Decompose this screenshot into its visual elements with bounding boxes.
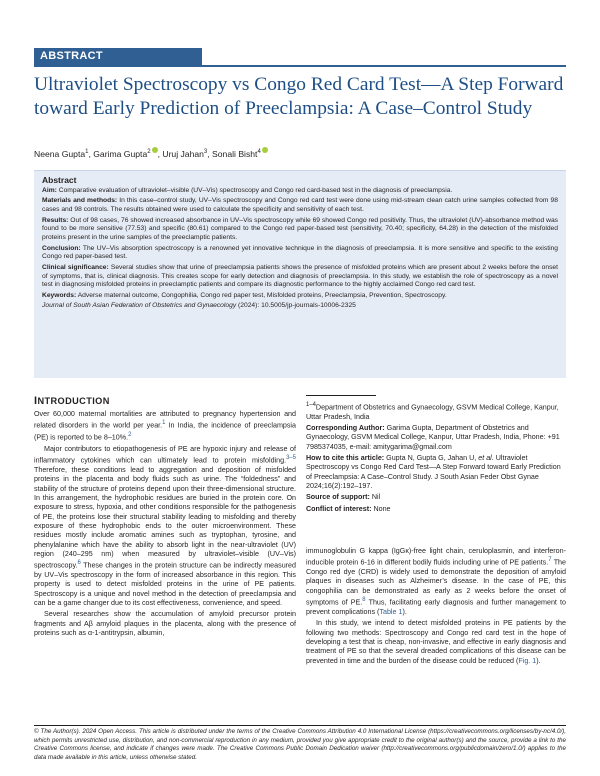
reference-link[interactable]: 2: [128, 432, 132, 439]
conflict-of-interest: Conflict of interest: None: [306, 504, 391, 513]
author-name: Neena Gupta: [34, 148, 86, 159]
author-affil-sup: 1: [85, 149, 89, 155]
corresponding-author: Corresponding Author: Garima Gupta, Department of Obstetrics and Gynaecology, GSVM Medical College, Kanpur, Uttar Pradesh, India, Phone: +91 7985374035, e-mail: amitygarima@gmail.com: [306, 424, 560, 451]
reference-link[interactable]: 8: [362, 597, 366, 604]
abstract-heading: Abstract: [42, 175, 77, 185]
orcid-icon[interactable]: [152, 147, 158, 153]
abstract-box: [34, 170, 566, 378]
article-title: Ultraviolet Spectroscopy vs Congo Red Card Test—A Step Forward toward Early Prediction of Preeclampsia: A Case–Control Study: [34, 74, 564, 119]
abstract-clinical-significance: Clinical significance: Several studies show that urine of preeclampsia patients shows the presence of misfolded proteins which are present about 2 weeks before the onset of symptoms, that is, clinical diagnosis. This creates scope for early detection and diagnosis of preeclampsia. In this study, we establish the role of spectroscopy as a novel test in diagnosing misfolded proteins in preeclamptic patients and compare its diagnostic performance to the highly acclaimed Congo red card test.: [42, 263, 558, 289]
license-footer: © The Author(s). 2024 Open Access. This article is distributed under the terms of the Creative Commons Attribution 4.0 International License (https://creativecommons.org/licenses/by-nc/4.0/), which permits unrestricted use, distribution, and non-commercial reproduction in any medium, provided you give appropriate credit to the original author(s) and the source, provide a link to the Creative Commons license, and indicate if changes were made. The Creative Commons Public Domain Dedication waiver (http://creativecommons.org/publicdomain/zero/1.0/) applies to the data made available in this article, unless otherwise stated.: [34, 728, 566, 761]
author-name: Garima Gupta: [93, 148, 148, 159]
intro-paragraph-2: Major contributors to etiopathogenesis of PE are hypoxic injury and release of inflammatory cytokines which can ultimately lead to protein misfolding.$^{3-5}$ Therefore, these conditions lead to aggregation and deposition of misfolded proteins in the placenta and body fluids such as urine. The “foldedness” and stability of the structure of proteins depend upon their three-dimensional structure. In this arrangement, the hydrophobic residues are buried in the protein core. On exposure to stress, hypoxia, and other conditions responsible for the pathogenesis of PE, the proteins lose their structural stability leading to misfolding and thereby exposure of these hydrophobic ends to the outer microenvironment. These residues mostly include aromatic amines such as tryptophan, tyrosine, and phenylalanine which have the ability to absorb light in the near-ultraviolet (UV) region (240–295 nm) when measured by ultraviolet–visible (UV–Vis) spectroscopy.$^6$ These changes in the protein structure can be indirectly measured by UV–Vis spectroscopy in the form of increased absorbance in this region. This property is used to detect misfolded proteins in the urine of PE patients. Spectroscopy is a unique and novel method in the detection of preeclampsia and can be a game changer due to its cost effectiveness, convenience, and speed.: [34, 444, 296, 608]
figure-1-link[interactable]: Fig. 1: [518, 656, 537, 665]
source-of-support: Source of support: Nil: [306, 493, 381, 502]
author-affil-sup: 4: [257, 149, 261, 155]
reference-link[interactable]: 6: [77, 560, 81, 567]
section-heading-introduction: INTRODUCTION: [34, 395, 110, 407]
affiliations: $^{1-4}$Department of Obstetrics and Gynaecology, GSVM Medical College, Kanpur, Uttar Pradesh, India: [306, 402, 559, 421]
author-name: Sonali Bisht: [212, 148, 258, 159]
author-name: Uruj Jahan: [162, 148, 204, 159]
intro-paragraph-1: Over 60,000 maternal mortalities are attributed to pregnancy hypertension and related disorders in the world per year.$^1$ In India, the incidence of preeclampsia (PE) is reported to be 8–10%.$^2$: [34, 410, 296, 442]
abstract-citation: Journal of South Asian Federation of Obstetrics and Gynaecology (2024): 10.5005/jp-journals-10006-2325: [42, 302, 356, 310]
section-divider: [34, 65, 566, 67]
left-column: [34, 395, 296, 640]
reference-link[interactable]: 7: [548, 557, 552, 564]
abstract-aim: Aim: Comparative evaluation of ultraviolet–visible (UV–Vis) spectroscopy and Congo red card-based test in the diagnosis of preeclampsia.: [42, 187, 453, 194]
abstract-keywords: Keywords: Adverse maternal outcome, Congophilia, Congo red paper test, Misfolded proteins, Preeclampsia, Prevention, Spectroscopy.: [42, 291, 447, 299]
orcid-icon[interactable]: [262, 147, 268, 153]
intro-paragraph-3: Several researches show the accumulation of amyloid precursor protein fragments and Aβ amyloid plaques in the placenta, along with the presence of proteins such as α-1-antitrypsin, albumin,: [34, 610, 296, 638]
author-affil-sup: 3: [203, 149, 208, 155]
abstract-methods: Materials and methods: In this case–control study, UV–Vis spectroscopy and Congo red card test were done using mid-stream clean catch urine samples collected from 98 cases and 98 controls. The results obtained were used to calculate the specificity and sensitivity of each test.: [42, 197, 558, 214]
right-column-body: [306, 547, 566, 668]
reference-link[interactable]: 3–5: [286, 455, 296, 462]
reference-link[interactable]: 1: [162, 420, 166, 427]
section-label: ABSTRACT: [34, 48, 202, 65]
author-affil-sup: 2: [147, 149, 151, 155]
affiliation-block: [306, 401, 566, 516]
author-list: Neena Gupta$^1$, Garima Gupta$^2$ , Uruj Jahan$^3$, Sonali Bisht$^4$: [34, 147, 268, 159]
intro-paragraph-4: In this study, we intend to detect misfolded proteins in PE patients by the following two methods: Spectroscopy and Congo red card test in the hope of developing a test that is cheap, non-invasive, and effective in early diagnosis and treatment of PE so that the several dreaded complications of this disease can be prevented in time and the burden of the disease could be reduced (Fig. 1).: [306, 619, 566, 665]
abstract-conclusion: Conclusion: The UV–Vis absorption spectroscopy is a renowned yet innovative technique in the diagnosis of preeclampsia. It is more sensitive and specific to the existing Congo red paper-based test.: [42, 244, 558, 261]
affiliation-divider: [306, 395, 376, 396]
footer-divider: [34, 725, 566, 726]
abstract-results: Results: Out of 98 cases, 76 showed increased absorbance in UV–Vis spectroscopy while 69 showed Congo red positivity. Thus, the ultraviolet (UV)-absorbance method was found to be more sensitive (77.53) and specific (80.61) compared to the Congo red paper-based test (sensitivity, 70.40; specificity, 64.28) in the detection of the misfolded proteins present in the urine samples of the preeclamptic patients.: [42, 216, 559, 242]
table-1-link[interactable]: Table 1: [379, 607, 403, 616]
intro-paragraph-3-continued: immunoglobulin G kappa (IgGκ)-free light chain, ceruloplasmin, and interferon-inducible protein 6-16 in different bodily fluids including urine of PE patients.$^7$ The Congo red dye (CRD) is widely used to demonstrate the deposition of amyloid plaques in diseases such as Alzheimer’s disease. In the case of PE, this congophilia can be demonstrated as early as 2 weeks before the onset of symptoms of PE.$^8$ Thus, facilitating early diagnosis and further management to prevent complications (Table 1).: [306, 547, 567, 616]
how-to-cite: How to cite this article: Gupta N, Gupta G, Jahan U, et al. Ultraviolet Spectroscopy vs Congo Red Card Test—A Step Forward toward Early Prediction of Preeclampsia: A Case–Control Study. J South Asian Feder Obst Gynae 2024;16(2):192–197.: [306, 454, 561, 491]
